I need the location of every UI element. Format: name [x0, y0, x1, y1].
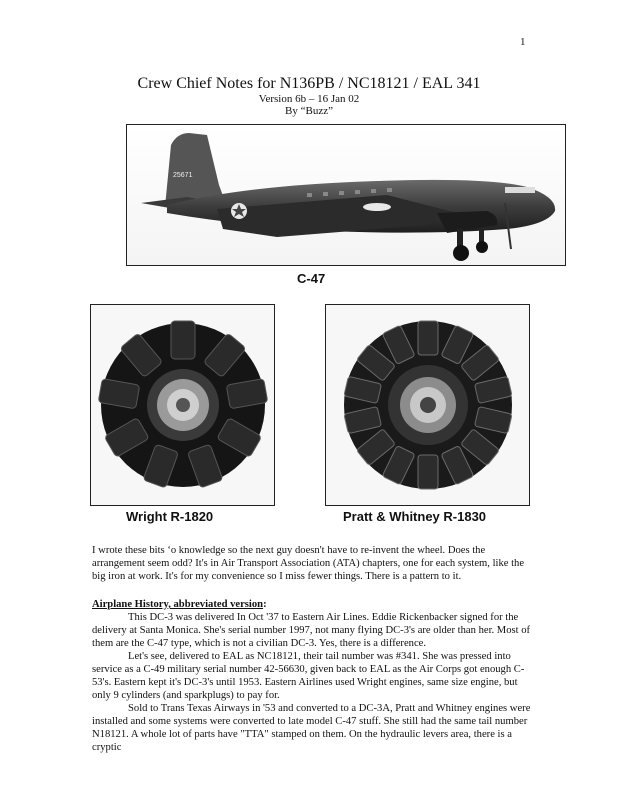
history-paragraph: Let's see, delivered to EAL as NC18121, their tail number was #341. She was pressed into service as a C-49 military serial number 42-56630, given back to EAL as the Air Corps got enough C-53's. Eastern kept it's DC-3's until 1953. Eastern Airlines used Wright engines, same size engine, but only 9 cylinders (and sparkplugs) to pay for.	[92, 651, 525, 701]
aircraft-caption: C-47	[297, 271, 326, 286]
page-number: 1	[520, 36, 526, 48]
history-paragraph: This DC-3 was delivered In Oct '37 to Eastern Air Lines. Eddie Rickenbacker signed for the delivery at Santa Monica. She's serial number 1997, not many flying DC-3's are older than her. Most of them are the C-47 type, which is not a civilian DC-3. Yes, there is a difference.	[92, 612, 531, 649]
history-section	[92, 598, 532, 754]
wright-engine-caption: Wright R-1820	[126, 509, 214, 524]
intro-text: I wrote these bits ‘o knowledge so the next guy doesn't have to re-invent the wheel. Does the arrangement seem odd? It's in Air Transport Association (ATA) chapters, one for each system, like the big iron at work. It's for my convenience so I miss fewer things. There is a pattern to it.	[92, 545, 525, 582]
wright-engine-photo	[90, 304, 275, 506]
aircraft-photo	[126, 124, 566, 266]
pratt-whitney-engine-caption: Pratt & Whitney R-1830	[343, 509, 487, 524]
version-line: Version 6b – 16 Jan 02	[258, 93, 360, 105]
document-title: Crew Chief Notes for N136PB / NC18121 / EAL 341	[137, 75, 481, 92]
section-heading-text: Airplane History, abbreviated version	[92, 599, 264, 610]
pratt-whitney-engine-photo	[325, 304, 530, 506]
author-line: By “Buzz”	[285, 105, 333, 117]
history-paragraph: Sold to Trans Texas Airways in '53 and converted to a DC-3A, Pratt and Whitney engines were installed and some systems were converted to late model C-47 stuff. She still had the same tail number N18121. A whole lot of parts have "TTA" stamped on them. On the hydraulic levers area, there is a cryptic	[92, 703, 531, 753]
section-heading	[92, 598, 532, 611]
aircraft-tail-number: 25671	[173, 172, 193, 179]
intro-paragraph	[92, 544, 532, 583]
section-heading-suffix: :	[263, 599, 267, 610]
